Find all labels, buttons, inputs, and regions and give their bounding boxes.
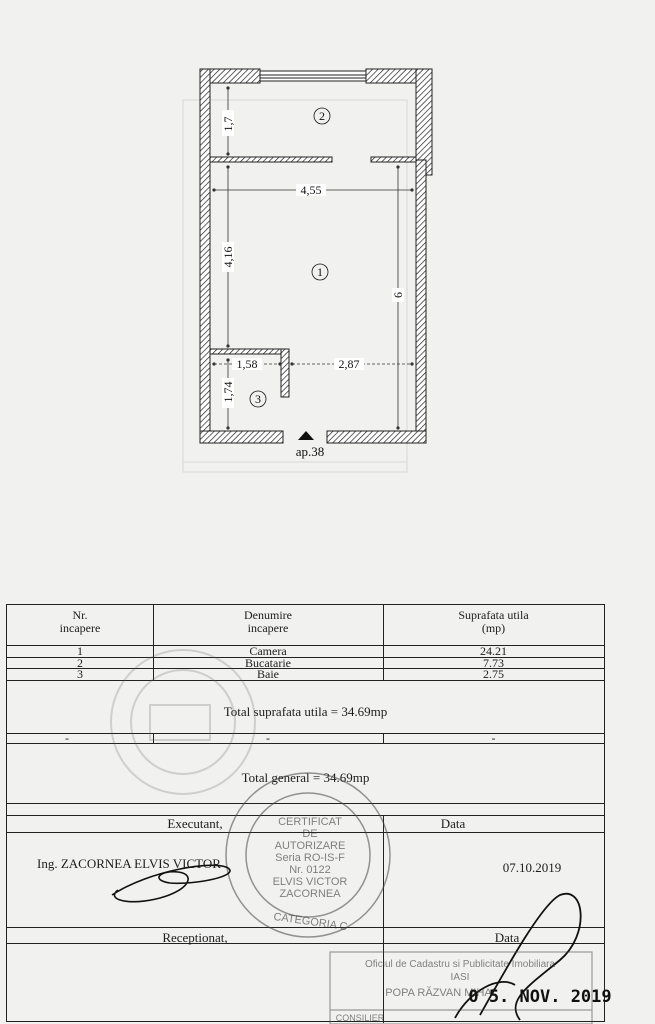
ocpi-line-4: CONSILIER (335, 1013, 385, 1023)
window (260, 71, 366, 81)
ocpi-line-2: IASI (450, 972, 470, 983)
dim-top-label: 1,7 (221, 116, 235, 132)
entrance-marker (298, 431, 314, 440)
header-area (383, 609, 604, 635)
stamp-line-2: DE (302, 828, 318, 840)
stamp-line-4: Seria RO-IS-F (275, 852, 345, 864)
header-nr-line1: Nr. (72, 608, 88, 622)
dim-right-label: 2,87 (338, 357, 360, 371)
executant-label: Executant, (167, 816, 223, 831)
row-2-nr: 2 (77, 656, 83, 670)
data-label-2: Data (494, 930, 520, 945)
dim-bath-w-label: 1,58 (236, 357, 258, 371)
header-nr (7, 609, 153, 635)
row-3-name: Baie (257, 667, 279, 681)
total-useful: Total suprafata utila = 34.69mp (223, 704, 388, 719)
executant-name: Ing. ZACORNEA ELVIS VICTOR (37, 856, 221, 871)
row-1-area: 24.21 (480, 644, 507, 658)
ocpi-line-3: POPA RĂZVAN MIHAI (385, 987, 495, 999)
total-general: Total general = 34.69mp (241, 770, 370, 785)
row-2-area: 7.73 (483, 656, 504, 670)
header-area-line2: (mp) (481, 621, 506, 635)
header-name-line1: Denumire (244, 608, 292, 622)
room-2-number: 2 (319, 109, 325, 123)
stamp-line-5: Nr. 0122 (289, 864, 331, 876)
receptionat-label: Receptionat, (162, 930, 228, 945)
data-label: Data (440, 816, 466, 831)
dim-mid-label: 4,16 (221, 246, 235, 268)
executant-date: 07.10.2019 (502, 860, 562, 875)
dim-width-label: 4,55 (300, 183, 322, 197)
stamp-line-8: CATEGORIA C (272, 910, 349, 934)
row-3-area: 2.75 (483, 667, 504, 681)
header-name-line2: incapere (247, 621, 289, 635)
dash-2: - (266, 731, 270, 745)
dim-bath-h-label: 1,74 (221, 381, 235, 403)
room-3-number: 3 (255, 392, 261, 406)
stamp-line-6: ELVIS VICTOR (272, 876, 348, 888)
header-nr-line2: incapere (59, 621, 101, 635)
floor-plan (0, 0, 655, 480)
ocpi-line-1: Oficiul de Cadastru si Publicitate Imobiliara (364, 959, 556, 970)
area-table (6, 604, 605, 1022)
ocpi-date: 0 5. NOV. 2019 (468, 987, 612, 1007)
row-2-name: Bucatarie (245, 656, 291, 670)
row-1-nr: 1 (77, 644, 83, 658)
row-3-nr: 3 (77, 667, 83, 681)
row-1-name: Camera (249, 644, 287, 658)
stamp-line-1: CERTIFICAT (278, 816, 342, 828)
entrance-label: ap.38 (295, 444, 325, 459)
stamp-line-3: AUTORIZARE (274, 840, 346, 852)
dash-1: - (65, 731, 69, 745)
dash-3: - (491, 731, 496, 745)
header-name (153, 609, 383, 635)
stamp-line-7: ZACORNEA (279, 888, 341, 900)
dim-height-label: 6 (391, 292, 405, 298)
room-1-number: 1 (317, 265, 323, 279)
header-area-line1: Suprafata utila (458, 608, 529, 622)
